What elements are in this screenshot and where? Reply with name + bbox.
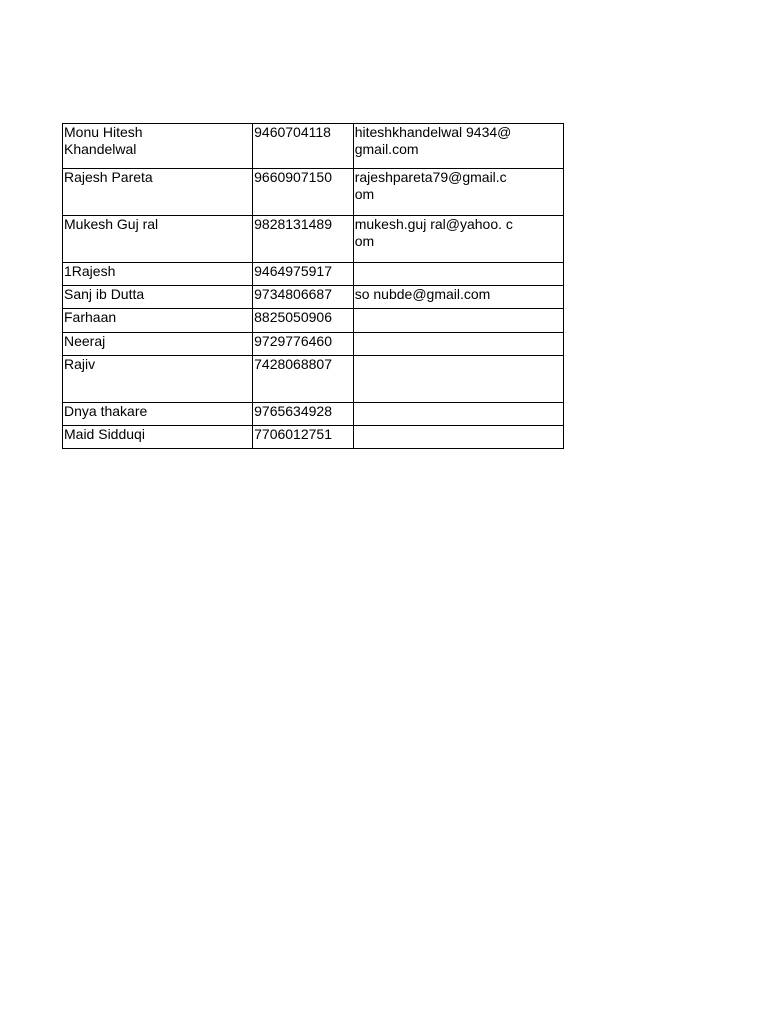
name-cell: [63, 169, 253, 216]
table-row: [63, 356, 564, 403]
email-cell: [353, 356, 563, 403]
email-text: hiteshkhandelwal 9434@: [354, 124, 512, 140]
email-cell: [353, 263, 563, 286]
name-text: Sanj ib Dutta: [64, 286, 145, 302]
email-cell: [353, 309, 563, 333]
table-row: [63, 426, 564, 449]
name-cell: [63, 356, 253, 403]
table-row: [63, 309, 564, 333]
phone-text: 9660907150: [254, 169, 332, 185]
phone-cell: [253, 169, 354, 216]
email-cell: [353, 403, 563, 426]
name-cell: [63, 216, 253, 263]
table-row: [63, 169, 564, 216]
phone-text: 9734806687: [254, 286, 332, 302]
email-cell: [353, 169, 563, 216]
phone-cell: [253, 356, 354, 403]
name-cell: [63, 124, 253, 169]
name-text: Rajiv: [64, 356, 96, 372]
email-text: so nubde@gmail.com: [354, 286, 491, 302]
phone-cell: [253, 286, 354, 309]
phone-cell: [253, 216, 354, 263]
phone-text: 9729776460: [254, 333, 332, 349]
contact-table: [62, 123, 564, 449]
phone-text: 7428068807: [254, 356, 332, 372]
table-row: [63, 403, 564, 426]
name-cell: [63, 286, 253, 309]
name-cell: [63, 333, 253, 356]
name-text: Khandelwal: [64, 141, 137, 157]
name-text: Monu Hitesh: [64, 124, 143, 140]
name-cell: [63, 403, 253, 426]
name-text: Dnya thakare: [64, 403, 148, 419]
phone-text: 9460704118: [254, 124, 331, 140]
name-text: 1Rajesh: [64, 263, 116, 279]
email-cell: [353, 216, 563, 263]
table-row: [63, 333, 564, 356]
email-text: gmail.com: [354, 141, 419, 157]
name-cell: [63, 426, 253, 449]
email-text: mukesh.guj ral@yahoo. c: [354, 216, 513, 232]
email-text: om: [354, 186, 375, 202]
phone-cell: [253, 263, 354, 286]
name-cell: [63, 309, 253, 333]
phone-cell: [253, 309, 354, 333]
email-cell: [353, 426, 563, 449]
email-text: om: [354, 233, 375, 249]
phone-text: 9464975917: [254, 263, 332, 279]
phone-cell: [253, 403, 354, 426]
name-text: Mukesh Guj ral: [64, 216, 159, 232]
name-text: Maid Sidduqi: [64, 426, 145, 442]
phone-text: 7706012751: [254, 426, 332, 442]
phone-text: 9828131489: [254, 216, 332, 232]
phone-cell: [253, 426, 354, 449]
email-cell: [353, 333, 563, 356]
name-cell: [63, 263, 253, 286]
phone-cell: [253, 124, 354, 169]
name-text: Neeraj: [64, 333, 106, 349]
phone-text: 9765634928: [254, 403, 332, 419]
phone-text: 8825050906: [254, 309, 332, 325]
phone-cell: [253, 333, 354, 356]
email-cell: [353, 286, 563, 309]
table-row: [63, 216, 564, 263]
table-row: [63, 124, 564, 169]
table-row: [63, 286, 564, 309]
email-cell: [353, 124, 563, 169]
email-text: rajeshpareta79@gmail.c: [354, 169, 507, 185]
table-row: [63, 263, 564, 286]
name-text: Farhaan: [64, 309, 117, 325]
name-text: Rajesh Pareta: [64, 169, 153, 185]
